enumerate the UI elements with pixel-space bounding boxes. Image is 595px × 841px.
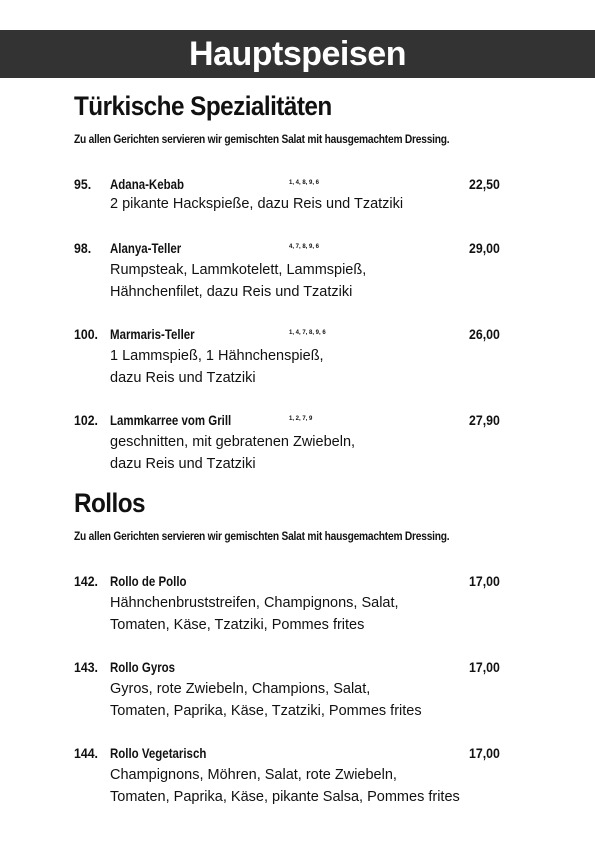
item-description-line: 1 Lammspieß, 1 Hähnchenspieß, (110, 348, 324, 364)
item-description-line: Champignons, Möhren, Salat, rote Zwiebeln, (110, 767, 397, 783)
item-name: Alanya-Teller (110, 240, 182, 256)
section-subtitle: Zu allen Gerichten servieren wir gemischten Salat mit hausgemachtem Dressing. (74, 530, 450, 543)
item-name: Lammkarree vom Grill (110, 412, 232, 428)
item-description-line: geschnitten, mit gebratenen Zwiebeln, (110, 434, 356, 450)
item-allergens: 1, 4, 7, 8, 9, 6 (289, 330, 326, 336)
item-price: 17,00 (469, 659, 500, 675)
page-title: Hauptspeisen (189, 35, 406, 73)
item-allergens: 4, 7, 8, 9, 6 (289, 244, 320, 250)
item-description-line: Hähnchenfilet, dazu Reis und Tzatziki (110, 284, 353, 300)
item-name: Rollo de Pollo (110, 573, 187, 589)
section-title-tuerkische-spezialitaeten: Türkische Spezialitäten (74, 91, 332, 121)
item-price: 17,00 (469, 573, 500, 589)
item-description-line: dazu Reis und Tzatziki (110, 456, 256, 472)
section-title-rollos: Rollos (74, 488, 146, 518)
item-number: 102. (74, 412, 98, 428)
item-number: 144. (74, 745, 98, 761)
item-name: Rollo Gyros (110, 659, 176, 675)
item-allergens: 1, 2, 7, 9 (289, 416, 313, 422)
section-subtitle: Zu allen Gerichten servieren wir gemischten Salat mit hausgemachtem Dressing. (74, 133, 450, 146)
item-price: 22,50 (469, 176, 500, 192)
item-price: 26,00 (469, 326, 500, 342)
item-description-line: 2 pikante Hackspieße, dazu Reis und Tzatziki (110, 196, 404, 212)
item-description-line: Rumpsteak, Lammkotelett, Lammspieß, (110, 262, 367, 278)
page-title-banner (0, 30, 595, 78)
item-number: 142. (74, 573, 98, 589)
item-name: Adana-Kebab (110, 176, 184, 192)
item-price: 17,00 (469, 745, 500, 761)
item-allergens: 1, 4, 8, 9, 6 (289, 180, 320, 186)
item-number: 98. (74, 240, 92, 256)
item-name: Rollo Vegetarisch (110, 745, 207, 761)
item-price: 27,90 (469, 412, 500, 428)
item-description-line: Tomaten, Paprika, Käse, pikante Salsa, Pommes frites (110, 789, 460, 805)
item-price: 29,00 (469, 240, 500, 256)
item-number: 100. (74, 326, 98, 342)
item-description-line: Tomaten, Käse, Tzatziki, Pommes frites (110, 617, 365, 633)
item-number: 95. (74, 176, 92, 192)
item-description-line: Hähnchenbruststreifen, Champignons, Salat, (110, 595, 399, 611)
item-number: 143. (74, 659, 98, 675)
item-description-line: Tomaten, Paprika, Käse, Tzatziki, Pommes frites (110, 703, 422, 719)
item-description-line: dazu Reis und Tzatziki (110, 370, 256, 386)
item-name: Marmaris-Teller (110, 326, 195, 342)
item-description-line: Gyros, rote Zwiebeln, Champions, Salat, (110, 681, 371, 697)
